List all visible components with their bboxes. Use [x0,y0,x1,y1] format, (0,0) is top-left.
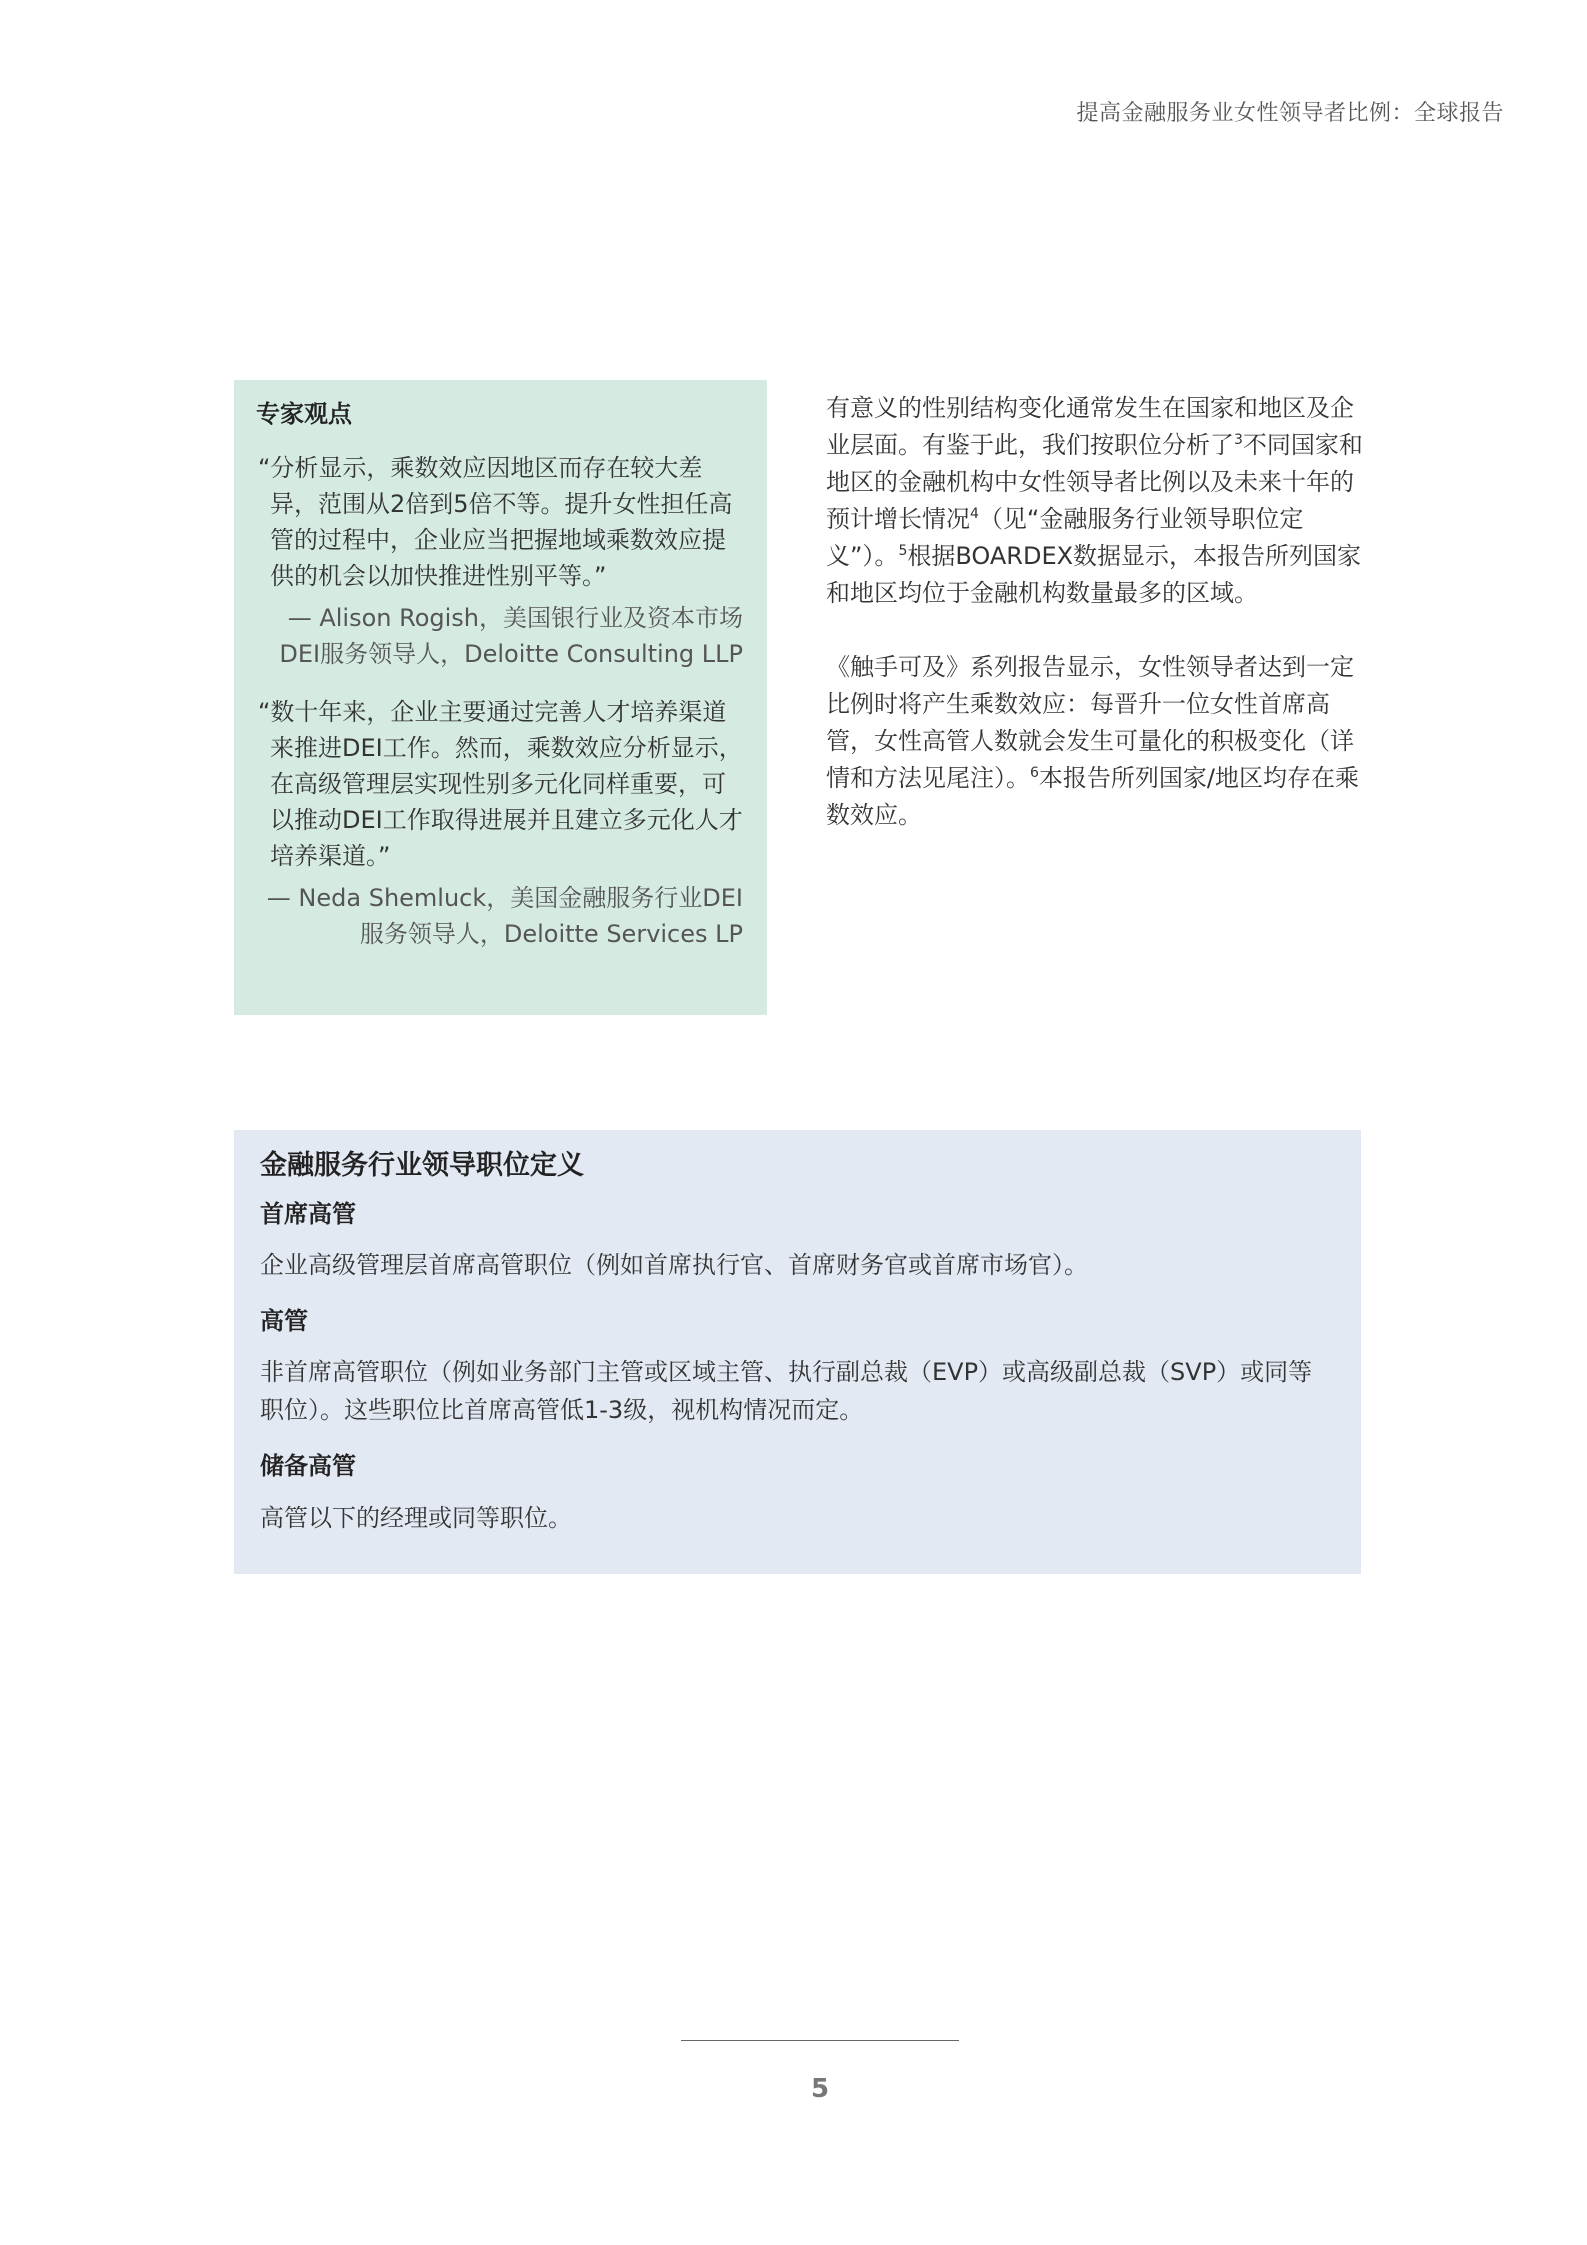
definitions-title: 金融服务行业领导职位定义 [260,1150,584,1181]
running-header: 提高金融服务业女性领导者比例：全球报告 [1076,101,1504,126]
quote-1-attribution-line2: DEI服务领导人，Deloitte Consulting LLP [279,639,743,668]
quote-2 [256,694,743,874]
expert-box-title: 专家观点 [256,400,352,428]
body-paragraph-1 [826,390,1366,612]
footer-divider [681,2040,959,2041]
main-body-text [826,390,1366,871]
p1-text-3: （见“金融服务行业领导职位定义”）。 [826,505,1304,570]
definition-term-c-suite: 首席高管 [260,1200,356,1229]
footnote-ref-4: 4 [970,506,979,522]
p1-text-2: 不同国家和地区的金融机构中女性领导者比例以及未来十年的预计增长情况 [826,431,1363,533]
p1-text-4: 根据BOARDEX数据显示，本报告所列国家和地区均位于金融机构数量最多的区域。 [826,542,1362,607]
quote-2-text: “数十年来，企业主要通过完善人才培养渠道来推进DEI工作。然而，乘数效应分析显示，在高级管理层实现性别多元化同样重要，可以推动DEI工作取得进展并且建立多元化人才培养渠道。” [258,697,743,870]
quote-1-text: “分析显示，乘数效应因地区而存在较大差异，范围从2倍到5倍不等。提升女性担任高管的过程中，企业应当把握地域乘数效应提供的机会以加快推进性别平等。” [258,453,733,590]
quote-2-attribution [256,880,743,952]
expert-perspective-box [234,380,767,1015]
definition-term-pipeline: 储备高管 [260,1452,356,1481]
p2-text-1: 《触手可及》系列报告显示，女性领导者达到一定比例时将产生乘数效应：每晋升一位女性首席高管，女性高管人数就会发生可量化的积极变化（详情和方法见尾注）。 [826,653,1354,792]
quote-2-attribution-line2: 服务领导人，Deloitte Services LP [359,919,743,948]
quote-1 [256,450,743,594]
footnote-ref-5: 5 [898,543,908,559]
definitions-box [234,1130,1361,1574]
definition-desc-pipeline: 高管以下的经理或同等职位。 [260,1503,572,1532]
p2-text-2: 本报告所列国家/地区均存在乘数效应。 [826,764,1360,829]
p1-text-1: 有意义的性别结构变化通常发生在国家和地区及企业层面。有鉴于此，我们按职位分析了 [826,394,1354,459]
body-paragraph-2 [826,649,1366,834]
footnote-ref-3: 3 [1234,432,1243,448]
definition-desc-c-suite: 企业高级管理层首席高管职位（例如首席执行官、首席财务官或首席市场官）。 [260,1251,1088,1280]
footnote-ref-6: 6 [1030,765,1039,781]
quote-2-attribution-line1: — Neda Shemluck，美国金融服务行业DEI [266,883,743,912]
page-number: 5 [810,2074,830,2104]
definition-desc-senior-leadership: 非首席高管职位（例如业务部门主管或区域主管、执行副总裁（EVP）或高级副总裁（SVP）或同等职位）。这些职位比首席高管低1-3级，视机构情况而定。 [260,1358,1313,1425]
definition-term-senior-leadership: 高管 [260,1307,308,1336]
quote-1-attribution [256,600,743,672]
quote-1-attribution-line1: — Alison Rogish，美国银行业及资本市场 [287,603,743,632]
